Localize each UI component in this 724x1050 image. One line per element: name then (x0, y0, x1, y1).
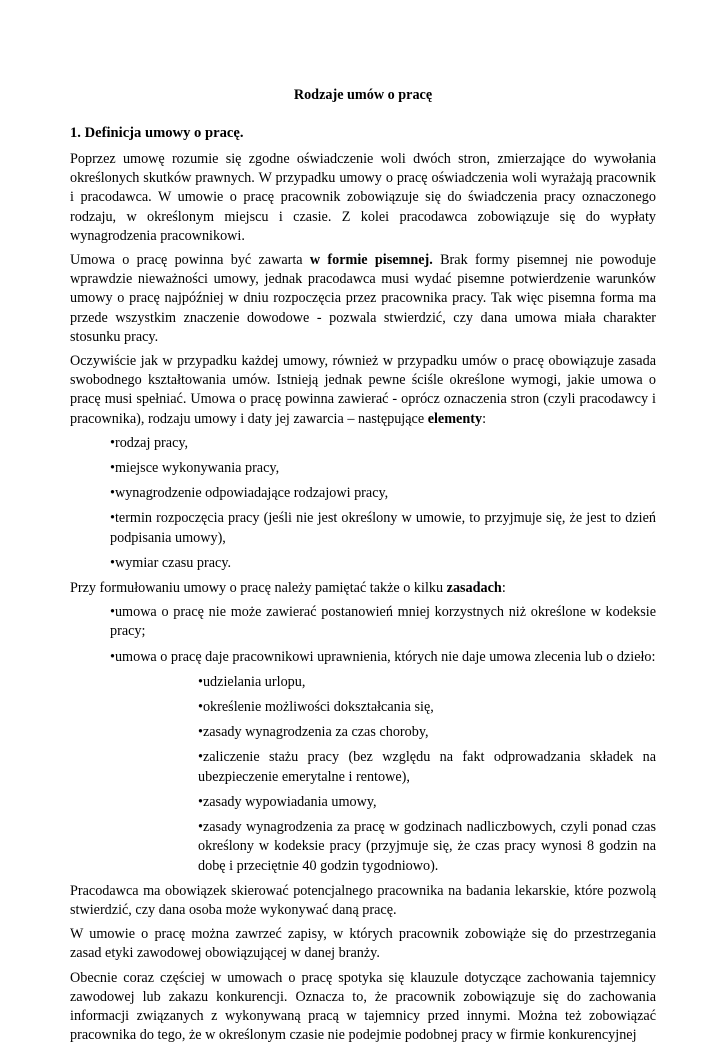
paragraph-ethics: W umowie o pracę można zawrzeć zapisy, w których pracownik zobowiąże się do przestrzegania zasad etyki zawodowej obowiązującej w danej branży. (70, 926, 656, 962)
list-item: •wymiar czasu pracy. (110, 554, 232, 571)
list-item: •udzielania urlopu, (198, 673, 306, 690)
text-fragment: Umowa o pracę powinna być zawarta (70, 252, 310, 269)
list-item: •zasady wynagrodzenia za pracę w godzinach nadliczbowych, czyli ponad czas określony w kodeksie pracy (przyjmuje się, że czas pracy wynosi 8 godzin na dobę i przeciętnie 40 godzin tygodniowo). (198, 819, 656, 874)
list-item: •termin rozpoczęcia pracy (jeśli nie jest określony w umowie, to przyjmuje się, że jest to dzień podpisania umowy), (110, 510, 656, 546)
list-item: •zasady wypowiadania umowy, (198, 793, 377, 810)
document-page (70, 0, 656, 1044)
page-title: Rodzaje umów o pracę (293, 87, 433, 103)
paragraph-written-form (70, 251, 656, 347)
section-heading: 1. Definicja umowy o pracę. (70, 125, 244, 141)
list-item: •rodzaj pracy, (110, 434, 189, 451)
text-fragment: : (501, 580, 506, 597)
list-item: •zasady wynagrodzenia za czas choroby, (198, 724, 429, 741)
paragraph-confidentiality: Obecnie coraz częściej w umowach o pracę spotyka się klauzule dotyczące zachowania tajemnicy zawodowej lub zakazu konkurencji. Oznacza to, że pracownik zobowiązuje się do zachowania informacji związanych z wykonywaną pracą w tajemnicy przed innymi. Można też zobowiązać pracownika do tego, że w określonym czasie nie podejmie podobnej pracy w firmie konkurencyjnej (70, 969, 656, 1044)
paragraph-principles (70, 579, 656, 598)
paragraph-definition: Poprzez umowę rozumie się zgodne oświadczenie woli dwóch stron, zmierzające do wywołania określonych skutków prawnych. W przypadku umowy o pracę oświadczenia woli wyrażają pracownik i pracodawca. W umowie o pracę pracownik zobowiązuje się do świadczenia pracy oznaczonego rodzaju, w określonym miejscu i czasie. Z kolei pracodawca zobowiązuje się do wypłaty wynagrodzenia pracownikowi. (70, 151, 656, 244)
text-fragment: : (482, 410, 487, 427)
text-fragment: Brak formy pisemnej nie powoduje wprawdzie nieważności umowy, jednak pracodawca musi wydać pisemne potwierdzenie warunków umowy o pracę najpóźniej w dniu rozpoczęcia przez pracownika pracy. Tak więc pisemna forma ma przede wszystkim znaczenie dowodowe - pozwala stwierdzić, czy dana umowa miała charakter stosunku pracy. (70, 252, 656, 345)
text-fragment: Oczywiście jak w przypadku każdej umowy, również w przypadku umów o pracę obowiązuje zasada swobodnego kształtowania umów. Istnieją jednak pewne ściśle określone wymogi, jakie umowa o pracę musi spełniać. Umowa o pracę powinna zawierać - oprócz oznaczenia stron (czyli pracodawcy i pracownika), rodzaju umowy i daty jej zawarcia – następujące (70, 353, 656, 427)
list-item: •zaliczenie stażu pracy (bez względu na fakt odprowadzania składek na ubezpieczenie emerytalne i rentowe), (198, 749, 656, 785)
paragraph-contract-elements (70, 352, 656, 429)
elements-list (110, 434, 656, 573)
list-item: •wynagrodzenie odpowiadające rodzajowi pracy, (110, 485, 389, 502)
document-body (70, 150, 656, 1050)
bold-text: w formie pisemnej. (309, 252, 433, 269)
paragraph-medical: Pracodawca ma obowiązek skierować potencjalnego pracownika na badania lekarskie, które pozwolą stwierdzić, czy dana osoba może wykonywać daną pracę. (70, 882, 656, 918)
list-item: •umowa o pracę nie może zawierać postanowień mniej korzystnych niż określone w kodeksie pracy; (110, 604, 656, 640)
bold-text: elementy (427, 410, 483, 427)
rights-list (198, 673, 656, 876)
text-fragment: Przy formułowaniu umowy o pracę należy pamiętać także o kilku (70, 580, 447, 597)
bold-text: zasadach (446, 580, 502, 597)
list-item: •umowa o pracę daje pracownikowi uprawnienia, których nie daje umowa zlecenia lub o dzieło: (110, 648, 656, 665)
principles-list (110, 603, 656, 667)
list-item: •miejsce wykonywania pracy, (110, 460, 280, 477)
list-item: •określenie możliwości dokształcania się, (198, 699, 434, 716)
